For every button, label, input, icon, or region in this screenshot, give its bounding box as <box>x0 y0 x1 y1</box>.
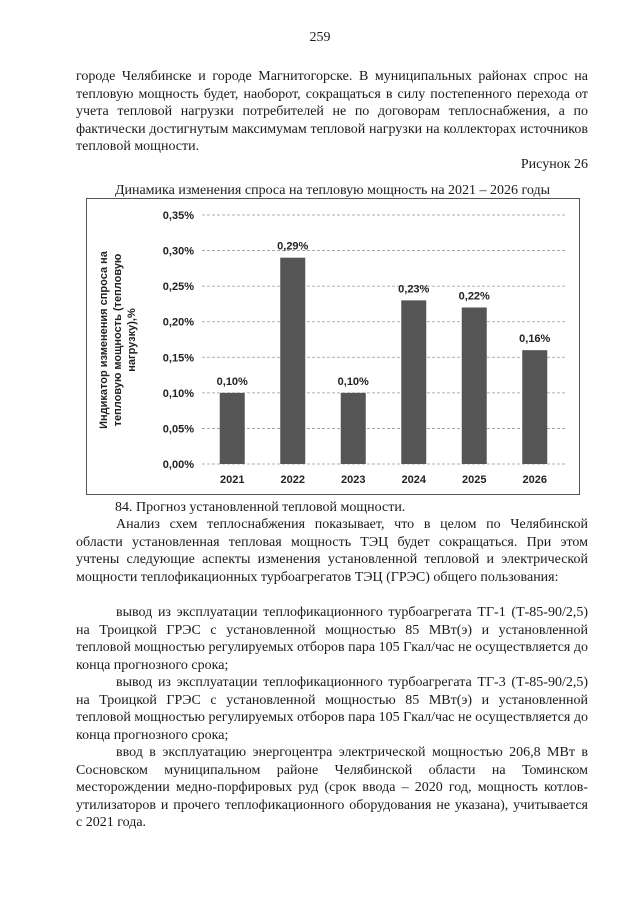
x-tick-label: 2023 <box>341 474 366 486</box>
y-axis-label <box>98 250 138 429</box>
x-tick-label: 2022 <box>280 474 305 486</box>
y-tick-label: 0,30% <box>162 245 194 258</box>
y-tick-labels <box>163 210 194 471</box>
paragraph-energy-center: ввод в эксплуатацию энергоцентра электрической мощностью 206,8 МВт в Сосновском муниципальном районе Челябинской области на Томинском месторождении медно-порфировых руд (срок ввода – 2020 год, мощность котлов-утилизаторов и прочего теплофикационного оборудования не указана), учитывается с 2021 года. <box>76 745 588 830</box>
x-tick-label: 2025 <box>462 474 487 486</box>
y-axis-label-line: нагрузку),% <box>126 308 138 372</box>
page-number: 259 <box>309 30 331 45</box>
bar-2024 <box>401 300 426 464</box>
y-axis-label-line: Индикатор изменения спроса на <box>98 251 110 429</box>
bar-2021 <box>220 393 245 464</box>
bar-2026 <box>522 350 547 464</box>
y-tick-label: 0,25% <box>162 281 194 294</box>
figure-label: Рисунок 26 <box>520 157 588 172</box>
y-tick-label: 0,35% <box>162 210 194 222</box>
y-axis-label-line: тепловую мощность (тепловую <box>112 253 124 427</box>
paragraph-tg1: вывод из эксплуатации теплофикационного турбоагрегата ТГ-1 (Т-85-90/2,5) на Троицкой ГРЭС с установленной мощностью 85 МВт(э) и установленной тепловой мощностью регулируемых отборов пара 105 Гкал/час не осуществляется до конца прогнозного срока; <box>76 605 588 673</box>
paragraph-tg3: вывод из эксплуатации теплофикационного турбоагрегата ТГ-3 (Т-85-90/2,5) на Троицкой ГРЭС с установленной мощностью 85 МВт(э) и установленной тепловой мощностью регулируемых отборов пара 105 Гкал/час не осуществляется до конца прогнозного срока; <box>76 675 588 743</box>
section-heading: 84. Прогноз установленной тепловой мощности. <box>115 500 406 515</box>
data-label: 0,10% <box>216 375 248 388</box>
bars <box>217 241 551 464</box>
y-tick-label: 0,00% <box>162 459 194 471</box>
grid <box>202 215 565 464</box>
x-tick-label: 2021 <box>220 474 245 486</box>
data-label: 0,23% <box>398 283 430 296</box>
figure-caption: Динамика изменения спроса на тепловую мощность на 2021 – 2026 годы <box>114 183 551 198</box>
bar-2025 <box>462 307 487 464</box>
y-tick-label: 0,15% <box>162 352 194 365</box>
y-tick-label: 0,10% <box>162 387 194 400</box>
bar-chart <box>87 199 579 494</box>
data-label: 0,16% <box>519 333 551 346</box>
y-tick-label: 0,05% <box>162 423 194 436</box>
y-tick-label: 0,20% <box>162 316 194 329</box>
bar-2023 <box>341 393 366 464</box>
intro-paragraph: городе Челябинске и городе Магнитогорске. В муниципальных районах спрос на тепловую мощность будет, наоборот, сокращаться в силу постепенного перехода от учета тепловой нагрузки потребителей не по договорам теплоснабжения, а по фактически достигнутым максимумам тепловой нагрузки на коллекторах источников тепловой мощности. <box>76 69 588 154</box>
chart-frame <box>86 198 580 495</box>
x-tick-label: 2024 <box>401 474 426 486</box>
x-tick-label: 2026 <box>522 474 547 486</box>
data-label: 0,22% <box>458 290 490 303</box>
bar-2022 <box>280 258 305 464</box>
data-label: 0,10% <box>337 375 369 388</box>
paragraph-analysis: Анализ схем теплоснабжения показывает, что в целом по Челябинской области установленная тепловая мощность ТЭЦ будет сокращаться. При этом учтены следующие аспекты изменения установленной тепловой и электрической мощности теплофикационных турбоагрегатов ТЭЦ (ГРЭС) общего пользования: <box>76 517 588 585</box>
x-tick-labels <box>220 474 547 486</box>
data-label: 0,29% <box>277 240 309 253</box>
